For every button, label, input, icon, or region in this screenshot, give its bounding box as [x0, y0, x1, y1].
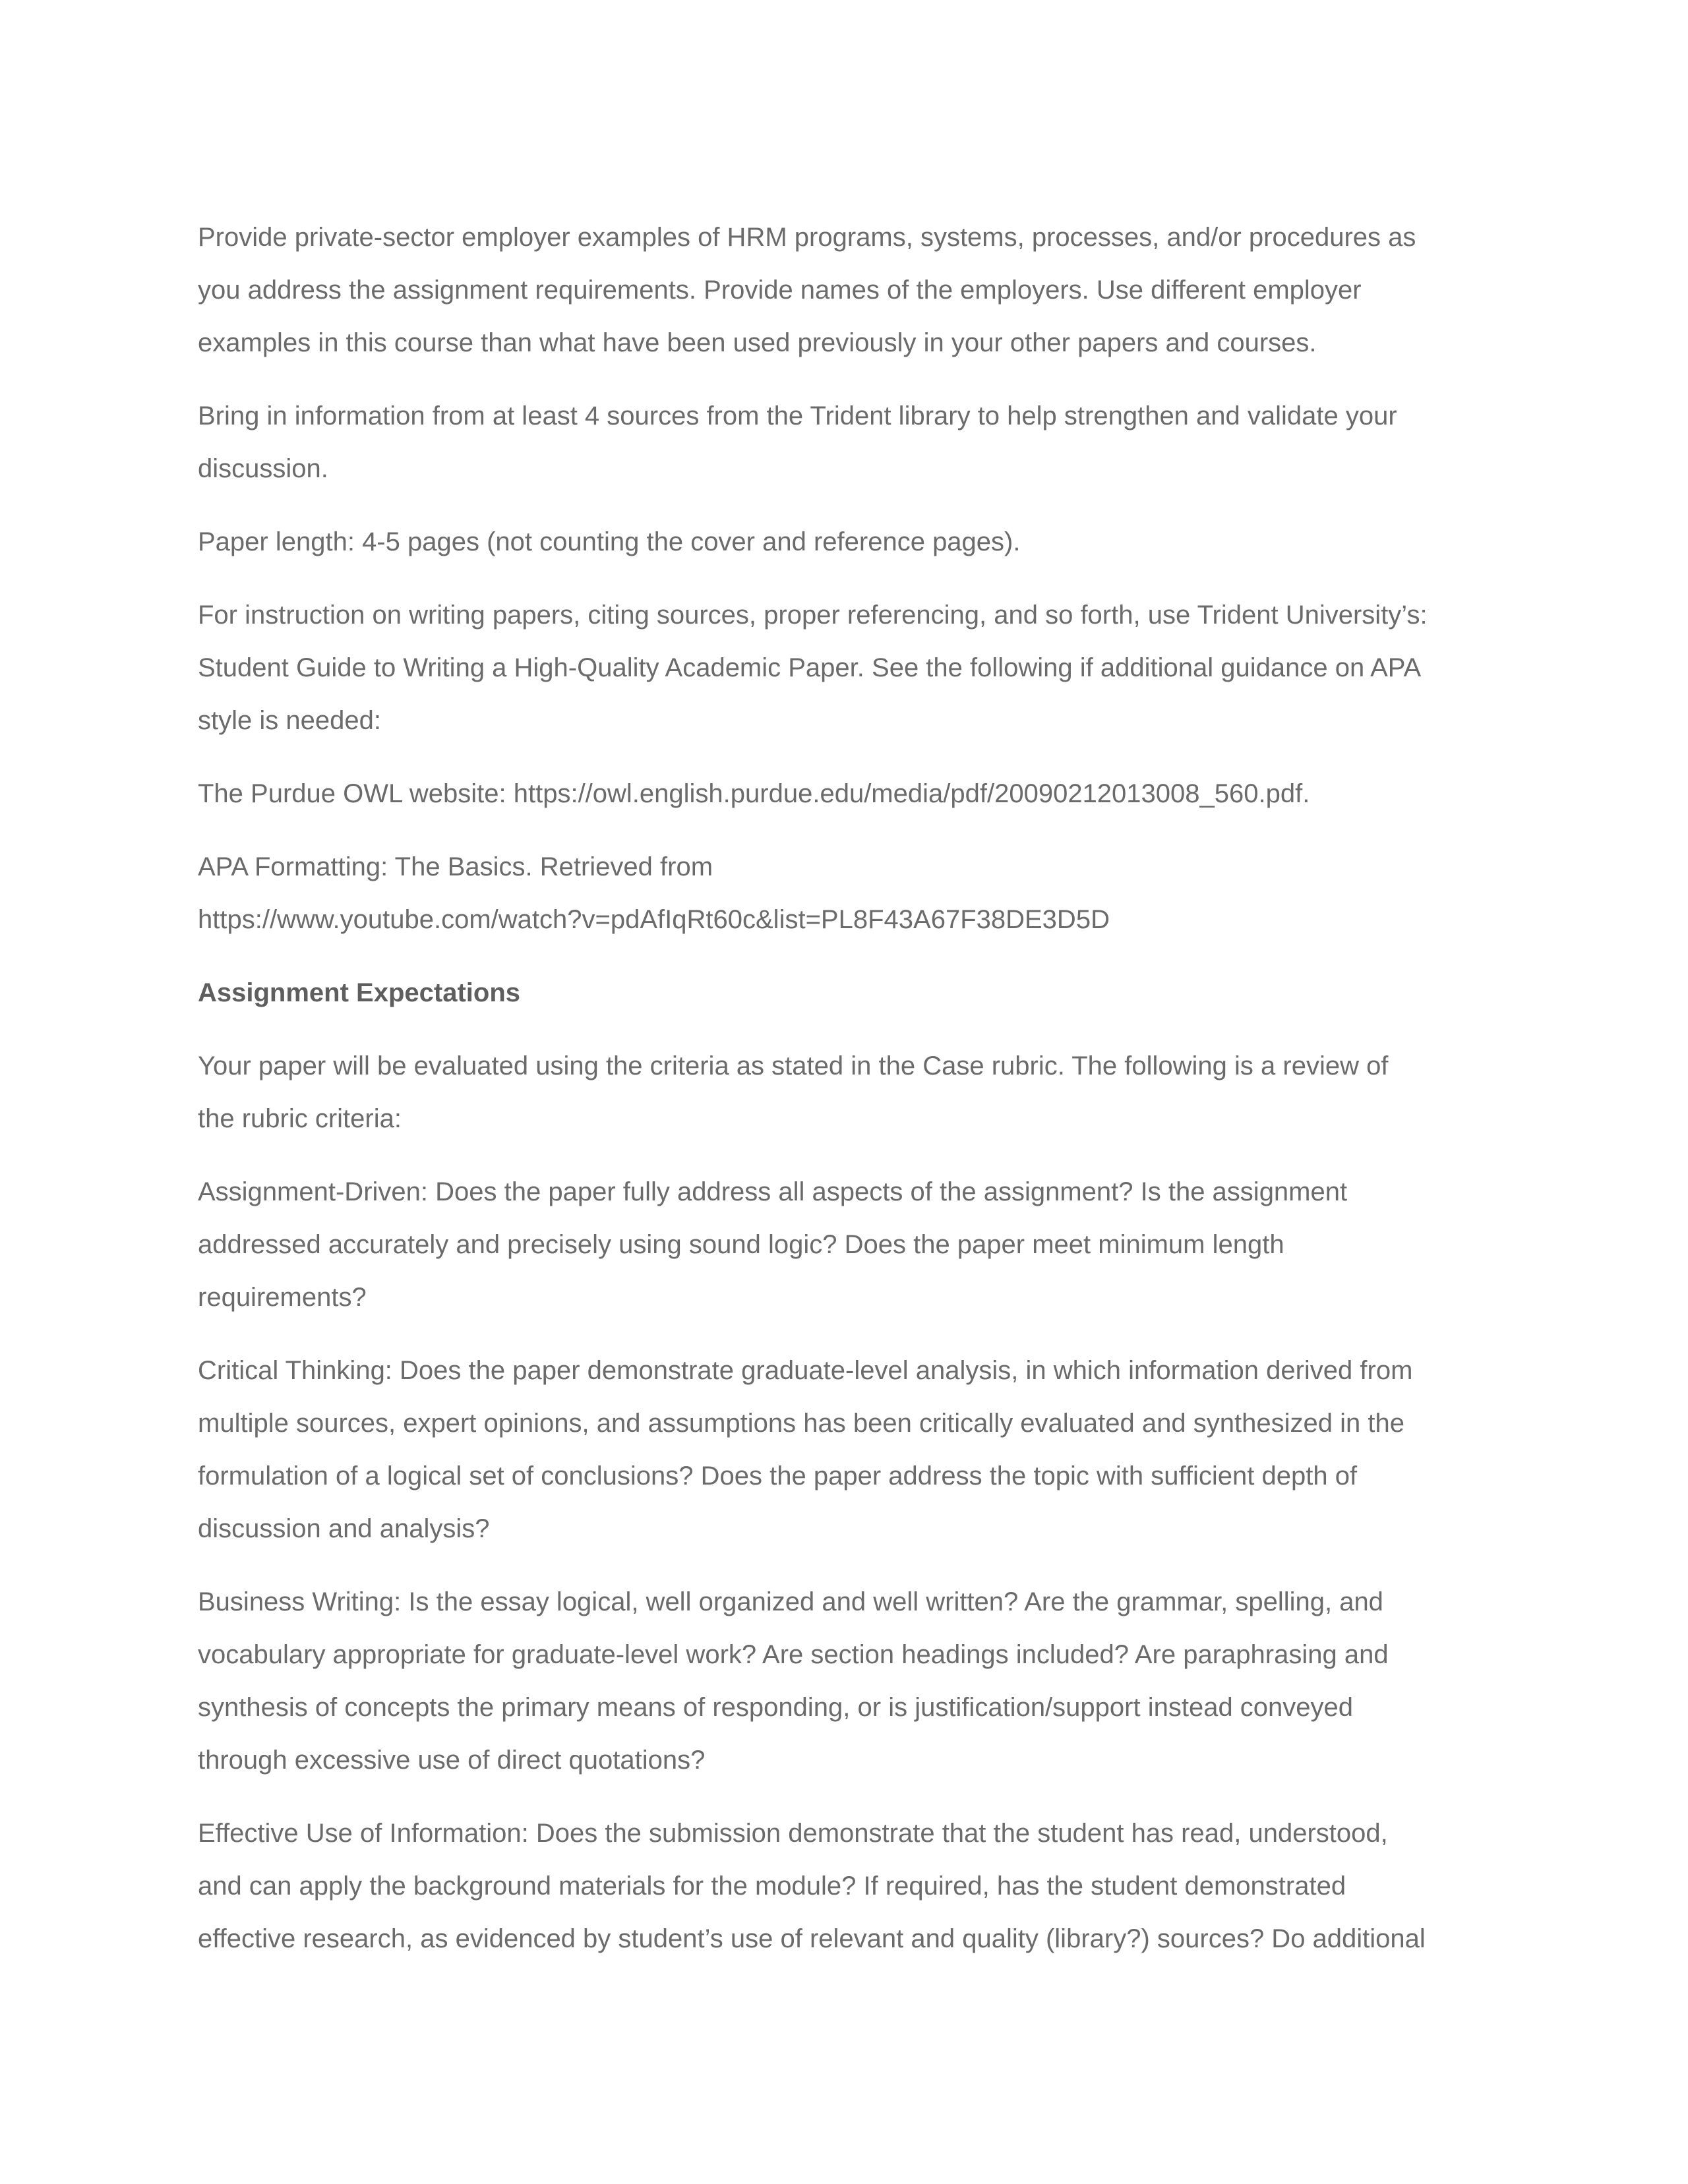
paragraph-assignment-driven [198, 1166, 1490, 1324]
paragraph-employer-examples [198, 211, 1490, 369]
paragraph-rubric-intro [198, 1040, 1490, 1145]
text-line: style is needed: [198, 706, 381, 735]
paragraph-paper-length [198, 516, 1490, 568]
text-line: Bring in information from at least 4 sources from the Trident library to help strengthen and validate your [198, 401, 1397, 430]
text-line: APA Formatting: The Basics. Retrieved from [198, 852, 713, 881]
section-heading-assignment-expectations [198, 966, 1490, 1019]
text-line: Student Guide to Writing a High-Quality Academic Paper. See the following if additional guidance on APA [198, 653, 1422, 682]
text-line: synthesis of concepts the primary means of responding, or is justification/support instead conveyed [198, 1693, 1354, 1722]
text-line: addressed accurately and precisely using sound logic? Does the paper meet minimum length [198, 1230, 1284, 1259]
paragraph-library-sources [198, 390, 1490, 495]
text-line: Paper length: 4-5 pages (not counting the cover and reference pages). [198, 527, 1021, 556]
paragraph-critical-thinking [198, 1344, 1490, 1555]
text-line: you address the assignment requirements. Provide names of the employers. Use different employer [198, 276, 1362, 305]
text-line: formulation of a logical set of conclusions? Does the paper address the topic with sufficient depth of [198, 1461, 1358, 1490]
paragraph-apa-formatting [198, 841, 1490, 946]
text-line: multiple sources, expert opinions, and assumptions has been critically evaluated and synthesized in the [198, 1409, 1404, 1438]
text-line: Your paper will be evaluated using the criteria as stated in the Case rubric. The following is a review of [198, 1051, 1389, 1080]
text-line: https://www.youtube.com/watch?v=pdAfIqRt60c&list=PL8F43A67F38DE3D5D [198, 905, 1110, 934]
text-line: The Purdue OWL website: https://owl.english.purdue.edu/media/pdf/20090212013008_560.pdf. [198, 779, 1310, 808]
text-line: For instruction on writing papers, citing sources, proper referencing, and so forth, use Trident University’s: [198, 601, 1428, 630]
paragraph-business-writing [198, 1576, 1490, 1786]
text-line: effective research, as evidenced by student’s use of relevant and quality (library?) sources? Do additional [198, 1924, 1426, 1953]
text-line: Assignment-Driven: Does the paper fully address all aspects of the assignment? Is the assignment [198, 1177, 1348, 1206]
text-line: discussion. [198, 454, 328, 483]
paragraph-writing-instruction [198, 589, 1490, 747]
text-line: the rubric criteria: [198, 1104, 402, 1133]
text-line: discussion and analysis? [198, 1514, 490, 1543]
paragraph-purdue-owl [198, 767, 1490, 820]
text-line: Business Writing: Is the essay logical, well organized and well written? Are the grammar, spelling, and [198, 1587, 1383, 1616]
text-line: through excessive use of direct quotations? [198, 1746, 706, 1775]
paragraph-effective-use [198, 1807, 1490, 1965]
text-line: examples in this course than what have been used previously in your other papers and courses. [198, 328, 1317, 357]
text-line: vocabulary appropriate for graduate-level work? Are section headings included? Are paraphrasing and [198, 1640, 1389, 1669]
text-line: Critical Thinking: Does the paper demonstrate graduate-level analysis, in which information derived from [198, 1356, 1413, 1385]
text-line: and can apply the background materials for the module? If required, has the student demonstrated [198, 1872, 1346, 1901]
text-line: requirements? [198, 1283, 367, 1312]
text-line: Effective Use of Information: Does the submission demonstrate that the student has read, understood, [198, 1819, 1388, 1848]
text-line: Provide private-sector employer examples of HRM programs, systems, processes, and/or procedures as [198, 223, 1416, 252]
heading-line: Assignment Expectations [198, 978, 521, 1007]
document-page [198, 211, 1490, 1986]
